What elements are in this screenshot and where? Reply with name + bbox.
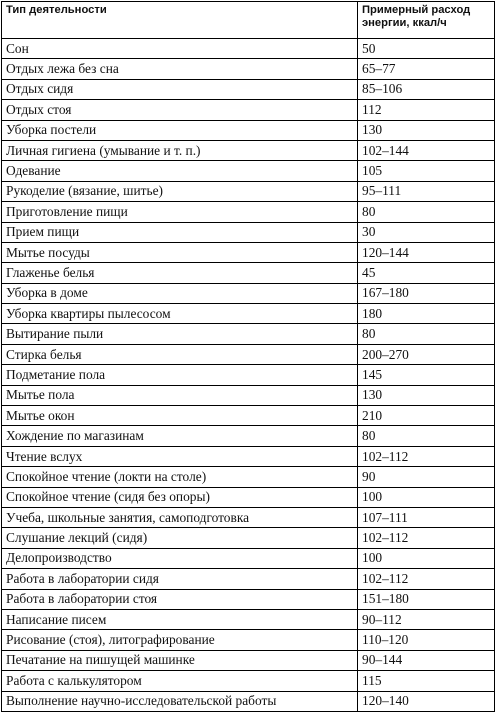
- energy-cell: 102–144: [358, 140, 495, 160]
- energy-cell: 102–112: [358, 528, 495, 548]
- energy-cell: 102–112: [358, 569, 495, 589]
- table-row: [2, 569, 495, 589]
- energy-cell: 45: [358, 263, 495, 283]
- table-row: [2, 548, 495, 568]
- energy-cell: 30: [358, 222, 495, 242]
- activity-cell: Мытье посуды: [2, 242, 358, 262]
- table-row: [2, 406, 495, 426]
- energy-cell: 130: [358, 120, 495, 140]
- activity-cell: Работа в лаборатории стоя: [2, 589, 358, 609]
- energy-cell: 90–144: [358, 650, 495, 670]
- table-row: [2, 222, 495, 242]
- energy-cell: 200–270: [358, 344, 495, 364]
- energy-cell: 112: [358, 100, 495, 120]
- table-row: [2, 140, 495, 160]
- table-row: [2, 283, 495, 303]
- table-row: [2, 609, 495, 629]
- table-row: [2, 39, 495, 59]
- activity-cell: Мытье пола: [2, 385, 358, 405]
- table-row: [2, 304, 495, 324]
- energy-cell: 107–111: [358, 507, 495, 527]
- table-row: [2, 446, 495, 466]
- header-activity: [2, 2, 358, 39]
- activity-cell: Вытирание пыли: [2, 324, 358, 344]
- activity-cell: Личная гигиена (умывание и т. п.): [2, 140, 358, 160]
- activity-cell: Хождение по магазинам: [2, 426, 358, 446]
- energy-cell: 167–180: [358, 283, 495, 303]
- energy-cell: 145: [358, 365, 495, 385]
- activity-cell: Работа с калькулятором: [2, 671, 358, 691]
- table-row: [2, 120, 495, 140]
- activity-cell: Стирка белья: [2, 344, 358, 364]
- header-activity-label: Тип деятельности: [6, 4, 107, 16]
- activity-cell: Чтение вслух: [2, 446, 358, 466]
- header-energy-label-line2: энергии, ккал/ч: [362, 17, 447, 29]
- activity-cell: Слушание лекций (сидя): [2, 528, 358, 548]
- energy-cell: 90–112: [358, 609, 495, 629]
- activity-cell: Отдых сидя: [2, 79, 358, 99]
- activity-cell: Сон: [2, 39, 358, 59]
- table-row: [2, 161, 495, 181]
- table-row: [2, 528, 495, 548]
- activity-cell: Уборка в доме: [2, 283, 358, 303]
- activity-cell: Учеба, школьные занятия, самоподготовка: [2, 507, 358, 527]
- energy-cell: 80: [358, 426, 495, 446]
- energy-cell: 50: [358, 39, 495, 59]
- table-row: [2, 426, 495, 446]
- energy-cell: 105: [358, 161, 495, 181]
- activity-cell: Отдых лежа без сна: [2, 59, 358, 79]
- energy-cell: 120–144: [358, 242, 495, 262]
- energy-cell: 130: [358, 385, 495, 405]
- energy-cell: 95–111: [358, 181, 495, 201]
- activity-cell: Спокойное чтение (сидя без опоры): [2, 487, 358, 507]
- header-energy-label-line1: Примерный расход: [362, 4, 471, 16]
- energy-cell: 180: [358, 304, 495, 324]
- table-row: [2, 181, 495, 201]
- table-row: [2, 487, 495, 507]
- table-row: [2, 100, 495, 120]
- energy-cell: 151–180: [358, 589, 495, 609]
- energy-cell: 65–77: [358, 59, 495, 79]
- activity-cell: Работа в лаборатории сидя: [2, 569, 358, 589]
- activity-cell: Подметание пола: [2, 365, 358, 385]
- energy-cell: 102–112: [358, 446, 495, 466]
- table-row: [2, 242, 495, 262]
- activity-cell: Уборка квартиры пылесосом: [2, 304, 358, 324]
- table-row: [2, 365, 495, 385]
- activity-cell: Написание писем: [2, 609, 358, 629]
- activity-cell: Рукоделие (вязание, шитье): [2, 181, 358, 201]
- activity-cell: Рисование (стоя), литографирование: [2, 630, 358, 650]
- table-body: [2, 39, 495, 712]
- activity-cell: Уборка постели: [2, 120, 358, 140]
- energy-cell: 90: [358, 467, 495, 487]
- energy-cell: 110–120: [358, 630, 495, 650]
- energy-cell: 120–140: [358, 691, 495, 711]
- activity-cell: Печатание на пишущей машинке: [2, 650, 358, 670]
- activity-cell: Прием пищи: [2, 222, 358, 242]
- table-row: [2, 385, 495, 405]
- table-row: [2, 79, 495, 99]
- activity-cell: Приготовление пищи: [2, 202, 358, 222]
- header-energy: [358, 2, 495, 39]
- energy-cell: 100: [358, 487, 495, 507]
- activity-cell: Спокойное чтение (локти на столе): [2, 467, 358, 487]
- table-row: [2, 344, 495, 364]
- table-row: [2, 324, 495, 344]
- table-row: [2, 589, 495, 609]
- activity-cell: Глаженье белья: [2, 263, 358, 283]
- table-row: [2, 263, 495, 283]
- table-row: [2, 630, 495, 650]
- table-row: [2, 59, 495, 79]
- energy-cell: 210: [358, 406, 495, 426]
- energy-cell: 80: [358, 202, 495, 222]
- header-row: [2, 2, 495, 39]
- table-header: [2, 2, 495, 39]
- table-row: [2, 671, 495, 691]
- energy-cell: 80: [358, 324, 495, 344]
- activity-cell: Делопроизводство: [2, 548, 358, 568]
- activity-cell: Выполнение научно-исследовательской работы: [2, 691, 358, 711]
- activity-cell: Отдых стоя: [2, 100, 358, 120]
- energy-cell: 100: [358, 548, 495, 568]
- activity-cell: Одевание: [2, 161, 358, 181]
- activity-cell: Мытье окон: [2, 406, 358, 426]
- energy-cell: 85–106: [358, 79, 495, 99]
- table-row: [2, 650, 495, 670]
- energy-expenditure-table: [1, 1, 495, 712]
- table-row: [2, 507, 495, 527]
- table-row: [2, 467, 495, 487]
- energy-cell: 115: [358, 671, 495, 691]
- table-row: [2, 691, 495, 711]
- table-row: [2, 202, 495, 222]
